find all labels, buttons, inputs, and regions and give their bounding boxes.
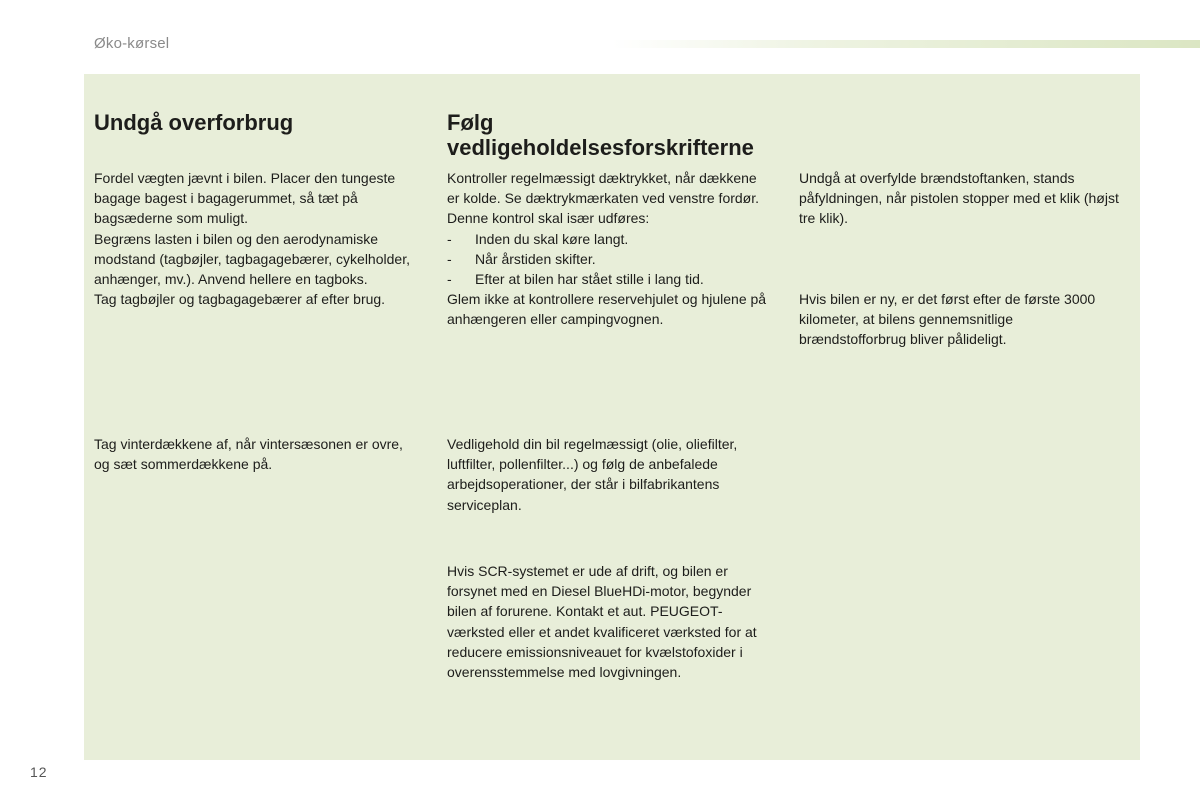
right-block-1 [799, 168, 1119, 229]
paragraph: Vedligehold din bil regelmæssigt (olie, oliefilter, luftfilter, pollenfilter...) og følg de anbefalede arbejdsoperationer, der står i bilfabrikantens serviceplan. [447, 436, 738, 513]
paragraph: Begræns lasten i bilen og den aerodynamiske modstand (tagbøjler, tagbagagebærer, cykelholder, anhænger, mv.). Anvend hellere en tagboks. [94, 230, 410, 288]
right-block-2 [799, 289, 1099, 350]
paragraph: Denne kontrol skal især udføres: [447, 210, 650, 227]
header-gradient-bar [612, 40, 1200, 48]
middle-heading: Følg vedligeholdelsesforskrifterne [447, 110, 754, 160]
paragraph: Tag vinterdækkene af, når vintersæsonen er ovre, og sæt sommerdækkene på. [94, 436, 403, 473]
left-block-2 [94, 434, 404, 474]
paragraph: Hvis SCR-systemet er ude af drift, og bilen er forsynet med en Diesel BlueHDi-motor, begynder bilen af forurene. Kontakt et aut. PEUGEOT-værksted eller et andet kvalificeret værksted for at reducere emissionsniveauet for kvælstofoxider i overensstemmelse med lovgivningen. [447, 563, 757, 681]
paragraph: Glem ikke at kontrollere reservehjulet og hjulene på anhængeren eller campingvognen. [447, 291, 767, 328]
dash-marker: - [447, 250, 452, 267]
paragraph: Undgå at overfylde brændstoftanken, stands påfyldningen, når pistolen stopper med et klik (højst tre klik). [799, 170, 1119, 227]
middle-block-1 [447, 168, 767, 330]
list-item-text: Inden du skal køre langt. [475, 230, 629, 247]
dash-marker: - [447, 230, 452, 247]
left-heading: Undgå overforbrug [94, 110, 294, 135]
list-item-text: Når årstiden skifter. [475, 250, 596, 267]
dash-marker: - [447, 271, 452, 288]
list-item [447, 249, 767, 269]
paragraph: Fordel vægten jævnt i bilen. Placer den tungeste bagage bagest i bagagerummet, så tæt på bagsæderne som muligt. [94, 170, 396, 227]
section-label: Øko-kørsel [94, 35, 170, 52]
list-item [447, 269, 767, 289]
column-left [94, 110, 424, 135]
paragraph: Hvis bilen er ny, er det først efter de første 3000 kilometer, at bilens gennemsnitlige brændstofforbrug bliver pålideligt. [799, 291, 1096, 348]
paragraph: Tag tagbøjler og tagbagagebærer af efter brug. [94, 291, 386, 308]
paragraph: Kontroller regelmæssigt dæktrykket, når dækkene er kolde. Se dæktrykmærkaten ved venstre fordør. [447, 170, 760, 207]
middle-block-3 [447, 561, 757, 682]
middle-block-2 [447, 434, 777, 515]
list-item [447, 229, 767, 249]
page-number: 12 [30, 764, 48, 780]
list-item-text: Efter at bilen har stået stille i lang tid. [475, 271, 704, 288]
column-middle [447, 110, 777, 160]
left-block-1 [94, 168, 424, 309]
